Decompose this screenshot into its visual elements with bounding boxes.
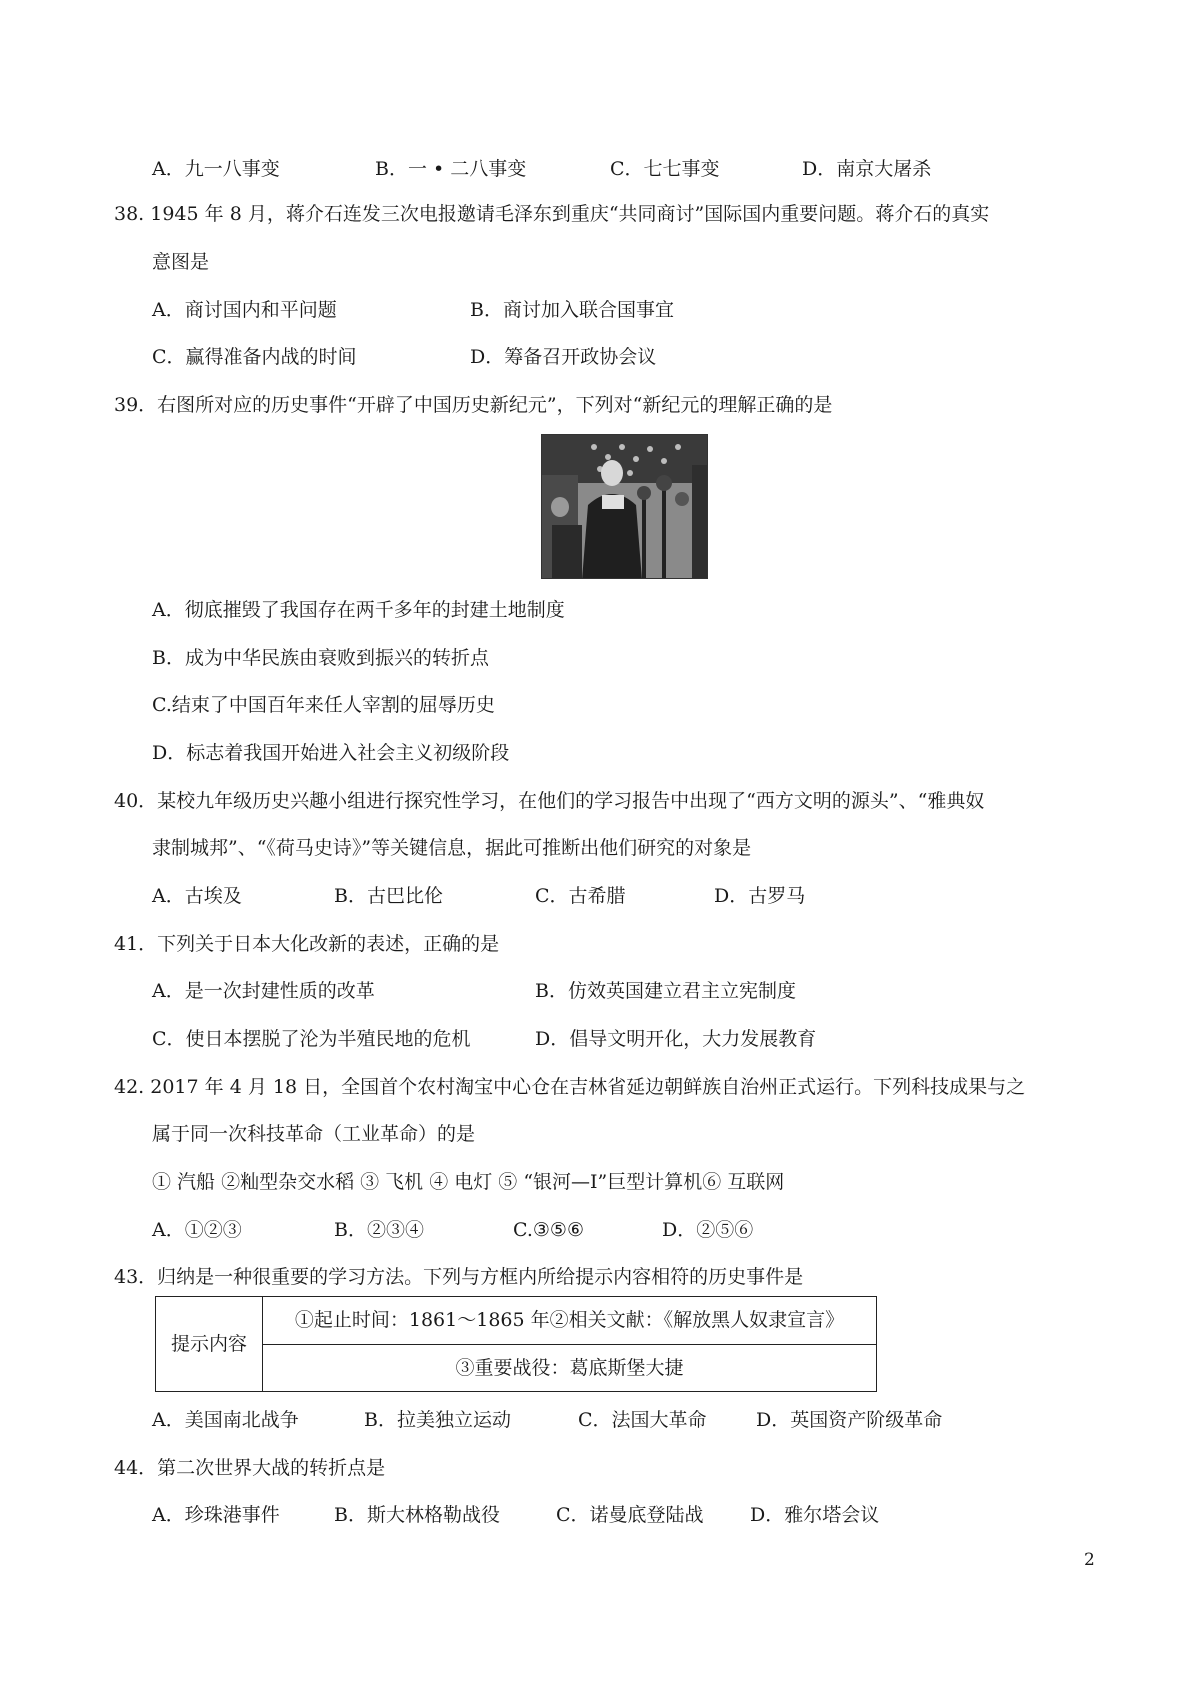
q43-option-a: A．美国南北战争 [152,1409,299,1431]
q37-option-b: B．一 • 二八事变 [375,158,527,180]
q38-option-a: A．商讨国内和平问题 [152,299,337,321]
q39-option-a: A．彻底摧毁了我国存在两千多年的封建土地制度 [152,599,565,621]
q37-option-a: A．九一八事变 [152,158,280,180]
q39-option-d: D．标志着我国开始进入社会主义初级阶段 [152,742,510,764]
q44-option-a: A．珍珠港事件 [152,1504,280,1526]
q42-stem-line1: 42. 2017 年 4 月 18 日，全国首个农村淘宝中心仓在吉林省延边朝鲜族自治州正式运行。下列科技成果与之 [114,1076,1026,1098]
q41-option-d: D．倡导文明开化，大力发展教育 [535,1028,817,1050]
q38-stem-line2: 意图是 [152,251,210,273]
q41-option-a: A．是一次封建性质的改革 [152,980,375,1002]
q41-stem-line1: 41．下列关于日本大化改新的表述，正确的是 [114,933,500,955]
q38-option-c: C．赢得准备内战的时间 [152,346,357,368]
q38-option-d: D．筹备召开政协会议 [470,346,657,368]
q43-stem-line1: 43．归纳是一种很重要的学习方法。下列与方框内所给提示内容相符的历史事件是 [114,1266,804,1288]
q39-stem-line1: 39．右图所对应的历史事件“开辟了中国历史新纪元”，下列对“新纪元的理解正确的是 [114,394,833,416]
q38-option-b: B．商讨加入联合国事宜 [470,299,674,321]
q39-option-b: B．成为中华民族由衰败到振兴的转折点 [152,647,489,669]
q42-option-b: B．②③④ [334,1219,424,1241]
q41-option-b: B．仿效英国建立君主立宪制度 [535,980,796,1002]
q42-option-d: D．②⑤⑥ [662,1219,754,1241]
q44-option-b: B．斯大林格勒战役 [334,1504,500,1526]
q40-stem-line2: 隶制城邦”、“《荷马史诗》”等关键信息，据此可推断出他们研究的对象是 [152,837,752,859]
hint-table [155,1296,877,1392]
hint-table-header: 提示内容 [156,1297,263,1392]
q42-items-line: ① 汽船 ②籼型杂交水稻 ③ 飞机 ④ 电灯 ⑤ “银河—I”巨型计算机⑥ 互联网 [152,1171,785,1193]
q40-option-d: D．古罗马 [714,885,806,907]
q40-option-a: A．古埃及 [152,885,242,907]
q43-option-d: D．英国资产阶级革命 [756,1409,943,1431]
q40-option-b: B．古巴比伦 [334,885,443,907]
q44-stem-line1: 44．第二次世界大战的转折点是 [114,1457,386,1479]
q43-option-c: C．法国大革命 [578,1409,707,1431]
q39-option-c: C.结束了中国百年来任人宰割的屈辱历史 [152,694,495,716]
hint-table-row2: ③重要战役：葛底斯堡大捷 [263,1344,877,1392]
q44-option-d: D．雅尔塔会议 [750,1504,880,1526]
q41-option-c: C．使日本摆脱了沦为半殖民地的危机 [152,1028,471,1050]
q44-option-c: C．诺曼底登陆战 [556,1504,704,1526]
q40-stem-line1: 40．某校九年级历史兴趣小组进行探究性学习，在他们的学习报告中出现了“西方文明的源头”、“雅典奴 [114,790,985,812]
q40-option-c: C．古希腊 [535,885,626,907]
q37-option-c: C．七七事变 [610,158,720,180]
q42-option-c: C.③⑤⑥ [513,1219,584,1241]
q37-option-d: D．南京大屠杀 [802,158,932,180]
photo-image [542,435,708,579]
page-number: 2 [1084,1550,1095,1570]
q42-option-a: A．①②③ [152,1219,242,1241]
founding-ceremony-photo [541,434,708,579]
q38-stem-line1: 38. 1945 年 8 月，蒋介石连发三次电报邀请毛泽东到重庆“共同商讨”国际国内重要问题。蒋介石的真实 [114,203,990,225]
q42-stem-line2: 属于同一次科技革命（工业革命）的是 [152,1123,476,1145]
q43-option-b: B．拉美独立运动 [364,1409,511,1431]
hint-table-row1: ①起止时间：1861～1865 年②相关文献：《解放黑人奴隶宣言》 [263,1297,877,1345]
